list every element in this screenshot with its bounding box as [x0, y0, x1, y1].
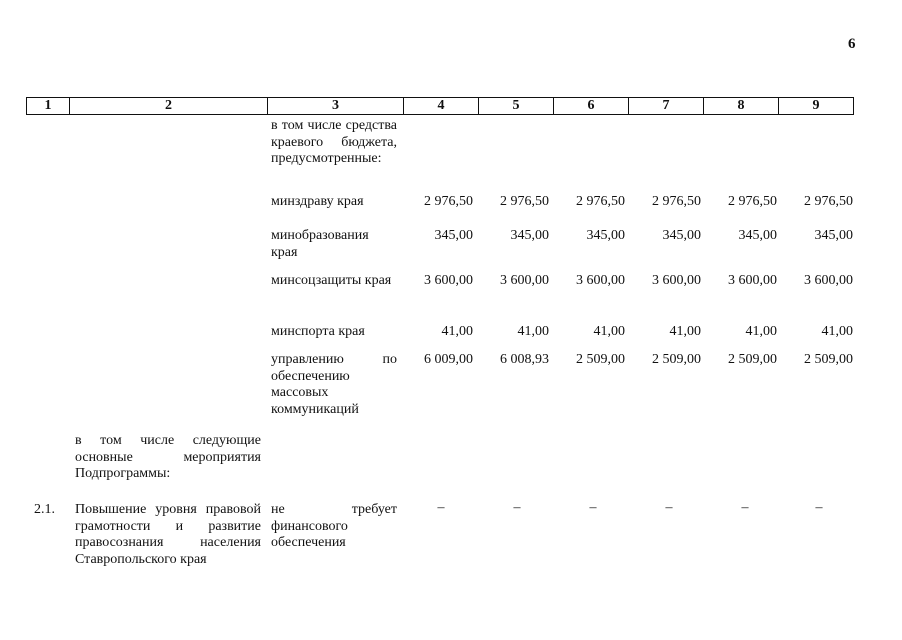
- table-cell: 2 976,50: [652, 194, 701, 209]
- table-cell: 6 008,93: [500, 352, 549, 367]
- row-label: управлению по обеспечению массовых коммуникаций: [271, 352, 397, 417]
- table-cell: 3 600,00: [576, 273, 625, 288]
- column-number: 7: [629, 98, 704, 115]
- table-cell: –: [815, 500, 823, 515]
- column-number: 3: [268, 98, 404, 115]
- column-number: 8: [704, 98, 779, 115]
- table-cell: 2 976,50: [728, 194, 777, 209]
- table-cell: 345,00: [662, 228, 701, 243]
- table-cell: –: [665, 500, 673, 515]
- table-cell: 41,00: [821, 324, 853, 339]
- table-cell: 2 976,50: [804, 194, 853, 209]
- column-number: 6: [554, 98, 629, 115]
- item-number: 2.1.: [34, 502, 55, 517]
- page-number: 6: [848, 36, 856, 52]
- row-label: минобразования края: [271, 228, 369, 260]
- table-cell: 3 600,00: [652, 273, 701, 288]
- row-label: минспорта края: [271, 324, 365, 339]
- table-cell: 345,00: [434, 228, 473, 243]
- table-cell: 2 976,50: [500, 194, 549, 209]
- column-number: 1: [27, 98, 70, 115]
- column-number: 9: [779, 98, 854, 115]
- table-cell: 3 600,00: [728, 273, 777, 288]
- table-cell: –: [437, 500, 445, 515]
- column-number: 5: [479, 98, 554, 115]
- table-cell: 2 509,00: [804, 352, 853, 367]
- table-cell: 345,00: [738, 228, 777, 243]
- table-cell: 41,00: [593, 324, 625, 339]
- column-number: 2: [70, 98, 268, 115]
- table-cell: –: [513, 500, 521, 515]
- table-cell: 345,00: [586, 228, 625, 243]
- column-number: 4: [404, 98, 479, 115]
- column-header-row: [26, 97, 854, 115]
- table-cell: 2 509,00: [728, 352, 777, 367]
- item-title: Повышение уровня правовой грамотности и развитие правосознания населения Ставропольского края: [75, 502, 261, 567]
- table-cell: 345,00: [814, 228, 853, 243]
- table-cell: 2 976,50: [424, 194, 473, 209]
- table-cell: 3 600,00: [804, 273, 853, 288]
- item-funding: не требует финансового обеспечения: [271, 502, 397, 550]
- subheading-text: в том числе следующие основные мероприятия Подпрограммы:: [75, 433, 261, 481]
- row-label: минздраву края: [271, 194, 364, 209]
- table-cell: 2 976,50: [576, 194, 625, 209]
- table-cell: 2 509,00: [576, 352, 625, 367]
- table-cell: 41,00: [745, 324, 777, 339]
- budget-intro-text: в том числе средства краевого бюджета, предусмотренные:: [271, 118, 397, 166]
- table-cell: 41,00: [517, 324, 549, 339]
- table-cell: 3 600,00: [424, 273, 473, 288]
- table-cell: 41,00: [441, 324, 473, 339]
- table-cell: –: [741, 500, 749, 515]
- row-label: минсоцзащиты края: [271, 273, 392, 288]
- table-cell: 345,00: [510, 228, 549, 243]
- table-cell: 6 009,00: [424, 352, 473, 367]
- table-cell: 41,00: [669, 324, 701, 339]
- table-cell: 2 509,00: [652, 352, 701, 367]
- table-cell: –: [589, 500, 597, 515]
- table-cell: 3 600,00: [500, 273, 549, 288]
